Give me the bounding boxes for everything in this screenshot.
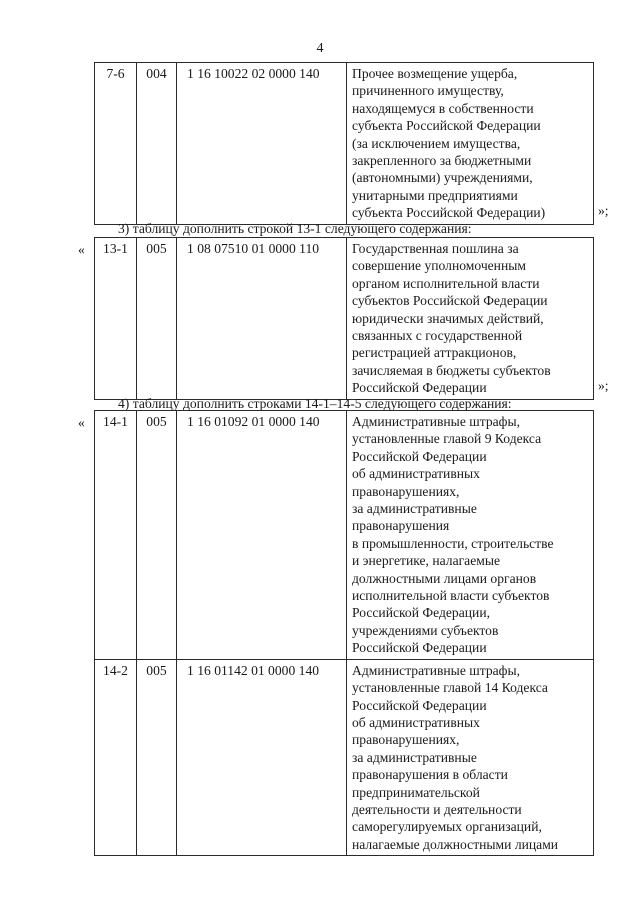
description-line: находящемуся в собственности: [352, 100, 534, 116]
admin-code: 005: [137, 238, 177, 399]
admin-code: 004: [137, 63, 177, 224]
row-number: 14-2: [95, 660, 137, 855]
description-line: (автономными) учреждениями,: [352, 170, 533, 186]
income-description: [347, 660, 593, 855]
admin-code: 005: [137, 660, 177, 855]
row-number: 14-1: [95, 411, 137, 659]
closing-quote-mark: »;: [598, 203, 609, 218]
description-line: органом исполнительной власти: [352, 275, 540, 291]
opening-quote-mark: «: [78, 415, 85, 430]
description-line: установленные главой 14 Кодекса: [352, 680, 548, 696]
description-line: Российской Федерации: [352, 448, 487, 464]
description-line: Российской Федерации: [352, 697, 487, 713]
description-line: об административных: [352, 466, 480, 482]
table-row: [95, 63, 593, 224]
description-line: (за исключением имущества,: [352, 135, 521, 151]
description-line: регистрацией аттракционов,: [352, 345, 517, 361]
table-row: [95, 659, 593, 855]
description-line: об административных: [352, 714, 480, 730]
description-line: юридически значимых действий,: [352, 310, 544, 326]
description-line: субъектов Российской Федерации: [352, 293, 548, 309]
budget-classification-code: 1 08 07510 01 0000 110: [177, 238, 347, 399]
income-description: [347, 238, 593, 399]
description-line: налагаемые должностными лицами: [352, 836, 559, 852]
income-description: [347, 411, 593, 659]
income-description: [347, 63, 593, 224]
table-row: [95, 411, 593, 659]
description-line: правонарушения в области: [352, 767, 508, 783]
budget-classification-code: 1 16 01092 01 0000 140: [177, 411, 347, 659]
row-number: 13-1: [95, 238, 137, 399]
description-line: причиненного имуществу,: [352, 83, 504, 99]
description-line: субъекта Российской Федерации: [352, 118, 541, 134]
amendment-paragraph-4: 4) таблицу дополнить строками 14-1–14-5 следующего содержания:: [118, 396, 512, 411]
description-line: субъекта Российской Федерации): [352, 205, 546, 221]
description-line: учреждениями субъектов: [352, 622, 499, 638]
description-line: правонарушения: [352, 518, 450, 534]
description-line: за административные: [352, 501, 477, 517]
description-line: деятельности и деятельности: [352, 801, 522, 817]
description-line: Административные штрафы,: [352, 414, 520, 429]
description-line: предпринимательской: [352, 784, 480, 800]
description-line: закрепленного за бюджетными: [352, 153, 532, 169]
table-rows-14-block: [94, 410, 594, 856]
description-line: исполнительной власти субъектов: [352, 588, 550, 604]
description-line: унитарными предприятиями: [352, 187, 518, 203]
description-line: правонарушениях,: [352, 732, 460, 748]
description-line: Административные штрафы,: [352, 662, 520, 678]
description-line: правонарушениях,: [352, 483, 460, 499]
description-line: саморегулируемых организаций,: [352, 819, 542, 835]
description-line: Российской Федерации: [352, 640, 487, 656]
description-line: должностными лицами органов: [352, 570, 537, 586]
description-line: Российской Федерации,: [352, 605, 490, 621]
description-line: Российской Федерации: [352, 380, 487, 396]
description-line: за административные: [352, 749, 477, 765]
description-line: совершение уполномоченным: [352, 258, 526, 274]
description-line: и энергетике, налагаемые: [352, 553, 501, 569]
table-row-7-6-block: [94, 62, 594, 225]
budget-classification-code: 1 16 10022 02 0000 140: [177, 63, 347, 224]
amendment-paragraph-3: 3) таблицу дополнить строкой 13-1 следующего содержания:: [118, 221, 472, 236]
description-line: Государственная пошлина за: [352, 241, 519, 256]
row-number: 7-6: [95, 63, 137, 224]
budget-classification-code: 1 16 01142 01 0000 140: [177, 660, 347, 855]
description-line: Прочее возмещение ущерба,: [352, 66, 518, 81]
admin-code: 005: [137, 411, 177, 659]
table-row-13-1-block: [94, 237, 594, 400]
page-number: 4: [316, 41, 324, 56]
description-line: установленные главой 9 Кодекса: [352, 431, 542, 447]
description-line: зачисляемая в бюджеты субъектов: [352, 362, 551, 378]
description-line: в промышленности, строительстве: [352, 535, 554, 551]
description-line: связанных с государственной: [352, 328, 523, 344]
table-row: [95, 238, 593, 399]
opening-quote-mark: «: [78, 242, 85, 257]
closing-quote-mark: »;: [598, 378, 609, 393]
